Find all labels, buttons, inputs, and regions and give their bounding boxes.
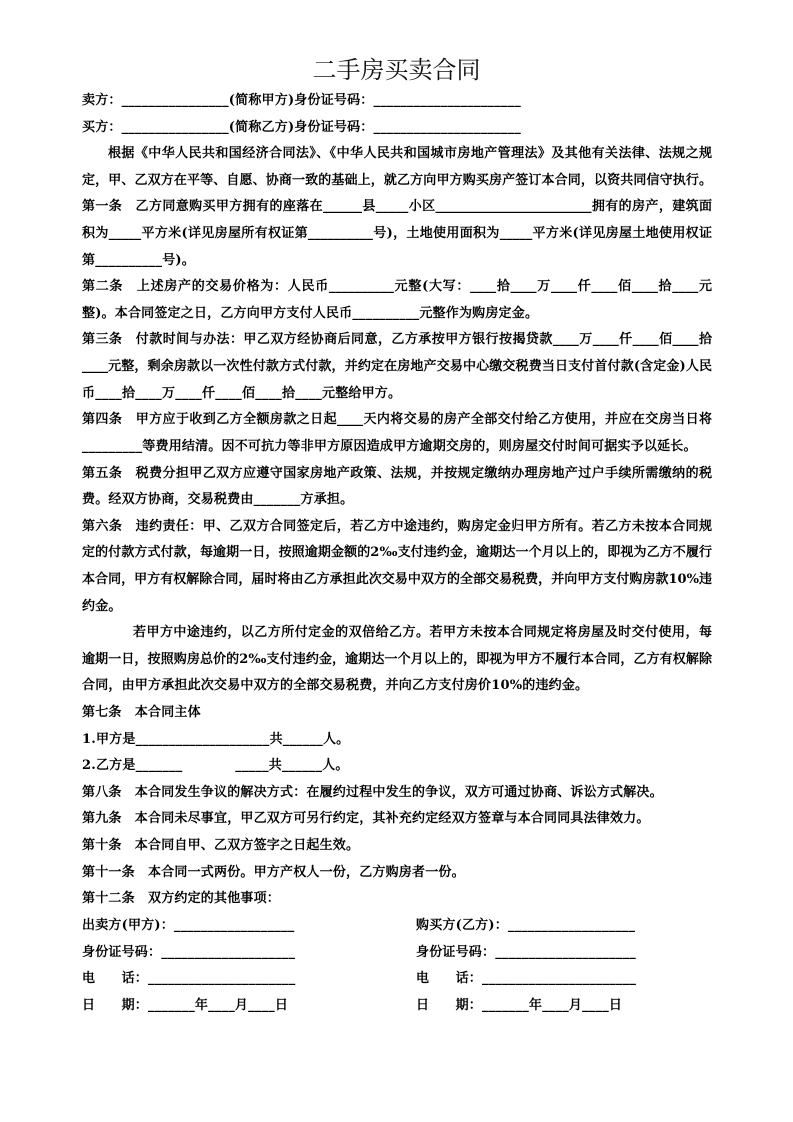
signature-phone-row bbox=[82, 966, 712, 993]
seller-date-field: 日 期：_______年____月____日 bbox=[82, 997, 289, 1013]
article-6-line: 定的付款方式付款，每逾期一日，按照逾期金额的2‰支付违约金，逾期达一个月以上的，即视为乙方不履行 bbox=[82, 545, 712, 561]
article-7-heading: 第七条 本合同主体 bbox=[82, 705, 201, 721]
article-5-line: 费。经双方协商，交易税费由_______方承担。 bbox=[82, 492, 354, 508]
article-7-item: 2.乙方是_______ _____共______人。 bbox=[82, 758, 349, 774]
article-1-line: 第__________号)。 bbox=[82, 252, 195, 268]
article-4-line: _________等费用结清。因不可抗力等非甲方原因造成甲方逾期交房的，则房屋交付时间可据实予以延长。 bbox=[82, 438, 697, 454]
buyer-party-field: 购买方(乙方)：___________________ bbox=[416, 917, 636, 933]
article-8-line: 第八条 本合同发生争议的解决方式：在履约过程中发生的争议，双方可通过协商、诉讼方式解决。 bbox=[82, 784, 663, 800]
article-3-line: ____元整，剩余房款以一次性付款方式付款，并约定在房地产交易中心缴交税费当日支付首付款(含定金)人民 bbox=[82, 359, 712, 375]
seller-phone-field: 电 话：______________________ bbox=[82, 971, 296, 987]
seller-id-field: 身份证号码：____________________ bbox=[82, 944, 296, 960]
buyer-date-field: 日 期：_______年____月____日 bbox=[416, 997, 623, 1013]
article-6-line: 本合同，甲方有权解除合同，届时将由乙方承担此次交易中双方的全部交易税费，并向甲方支付购房款10%违 bbox=[82, 571, 712, 587]
article-6-para2-line: 若甲方中途违约，以乙方所付定金的双倍给乙方。若甲方未按本合同规定将房屋及时交付使用，每 bbox=[133, 625, 712, 641]
article-1-line: 第一条 乙方同意购买甲方拥有的座落在______县_____小区________________________拥有的房产，建筑面 bbox=[82, 199, 712, 215]
article-6-line: 第六条 违约责任：甲、乙双方合同签定后，若乙方中途违约，购房定金归甲方所有。若乙方未按本合同规 bbox=[82, 518, 712, 534]
article-12-line: 第十二条 双方约定的其他事项： bbox=[82, 891, 281, 907]
article-2-line: 第二条 上述房产的交易价格为：人民币__________元整(大写：____拾____万____仟____佰____拾____元 bbox=[82, 279, 712, 295]
article-6-para2-line: 逾期一日，按照购房总价的2‰支付违约金，逾期达一个月以上的，即视为甲方不履行本合同，乙方有权解除 bbox=[82, 651, 712, 667]
signature-id-row bbox=[82, 940, 712, 967]
article-9-line: 第九条 本合同未尽事宜，甲乙双方可另行约定，其补充约定经双方签章与本合同同具法律效力。 bbox=[82, 811, 650, 827]
signature-party-row bbox=[82, 913, 712, 940]
preamble-line: 定，甲、乙双方在平等、自愿、协商一致的基础上，就乙方向甲方购买房产签订本合同，以资共同信守执行。 bbox=[82, 172, 712, 188]
document-title: 二手房买卖合同 bbox=[312, 56, 481, 84]
article-5-line: 第五条 税费分担甲乙双方应遵守国家房地产政策、法规，并按规定缴纳办理房地产过户手续所需缴纳的税 bbox=[82, 465, 712, 481]
article-3-line: 币____拾____万____仟____佰____拾____元整给甲方。 bbox=[82, 385, 402, 401]
buyer-line: 买方：________________(简称乙方)身份证号码：______________________ bbox=[82, 119, 521, 135]
article-11-line: 第十一条 本合同一式两份。甲方产权人一份，乙方购房者一份。 bbox=[82, 864, 465, 880]
article-1-line: 积为_____平方米(详见房屋所有权证第__________号)，土地使用面积为_____平方米(详见房屋土地使用权证 bbox=[82, 226, 712, 242]
signature-date-row bbox=[82, 993, 712, 1020]
article-6-para2-line: 合同，由甲方承担此次交易中双方的全部交易税费，并向乙方支付房价10%的违约金。 bbox=[82, 678, 589, 694]
buyer-id-field: 身份证号码：_____________________ bbox=[416, 944, 636, 960]
seller-party-field: 出卖方(甲方)：__________________ bbox=[82, 917, 295, 933]
contract-body bbox=[82, 88, 712, 1019]
article-3-line: 第三条 付款时间与办法：甲乙双方经协商后同意，乙方承按甲方银行按揭贷款____万____仟____佰____拾 bbox=[82, 332, 712, 348]
article-7-item: 1.甲方是____________________共______人。 bbox=[82, 731, 350, 747]
buyer-phone-field: 电 话：_______________________ bbox=[416, 971, 637, 987]
article-2-line: 整)。本合同签定之日，乙方向甲方支付人民币__________元整作为购房定金。 bbox=[82, 305, 539, 321]
article-6-line: 约金。 bbox=[82, 598, 122, 614]
article-10-line: 第十条 本合同自甲、乙双方签字之日起生效。 bbox=[82, 838, 360, 854]
preamble-line: 根据《中华人民共和国经济合同法》、《中华人民共和国城市房地产管理法》及其他有关法律、法规之规 bbox=[108, 146, 712, 162]
seller-line: 卖方：________________(简称甲方)身份证号码：______________________ bbox=[82, 93, 521, 108]
article-4-line: 第四条 甲方应于收到乙方全额房款之日起____天内将交易的房产全部交付给乙方使用，并应在交房当日将 bbox=[82, 412, 712, 428]
